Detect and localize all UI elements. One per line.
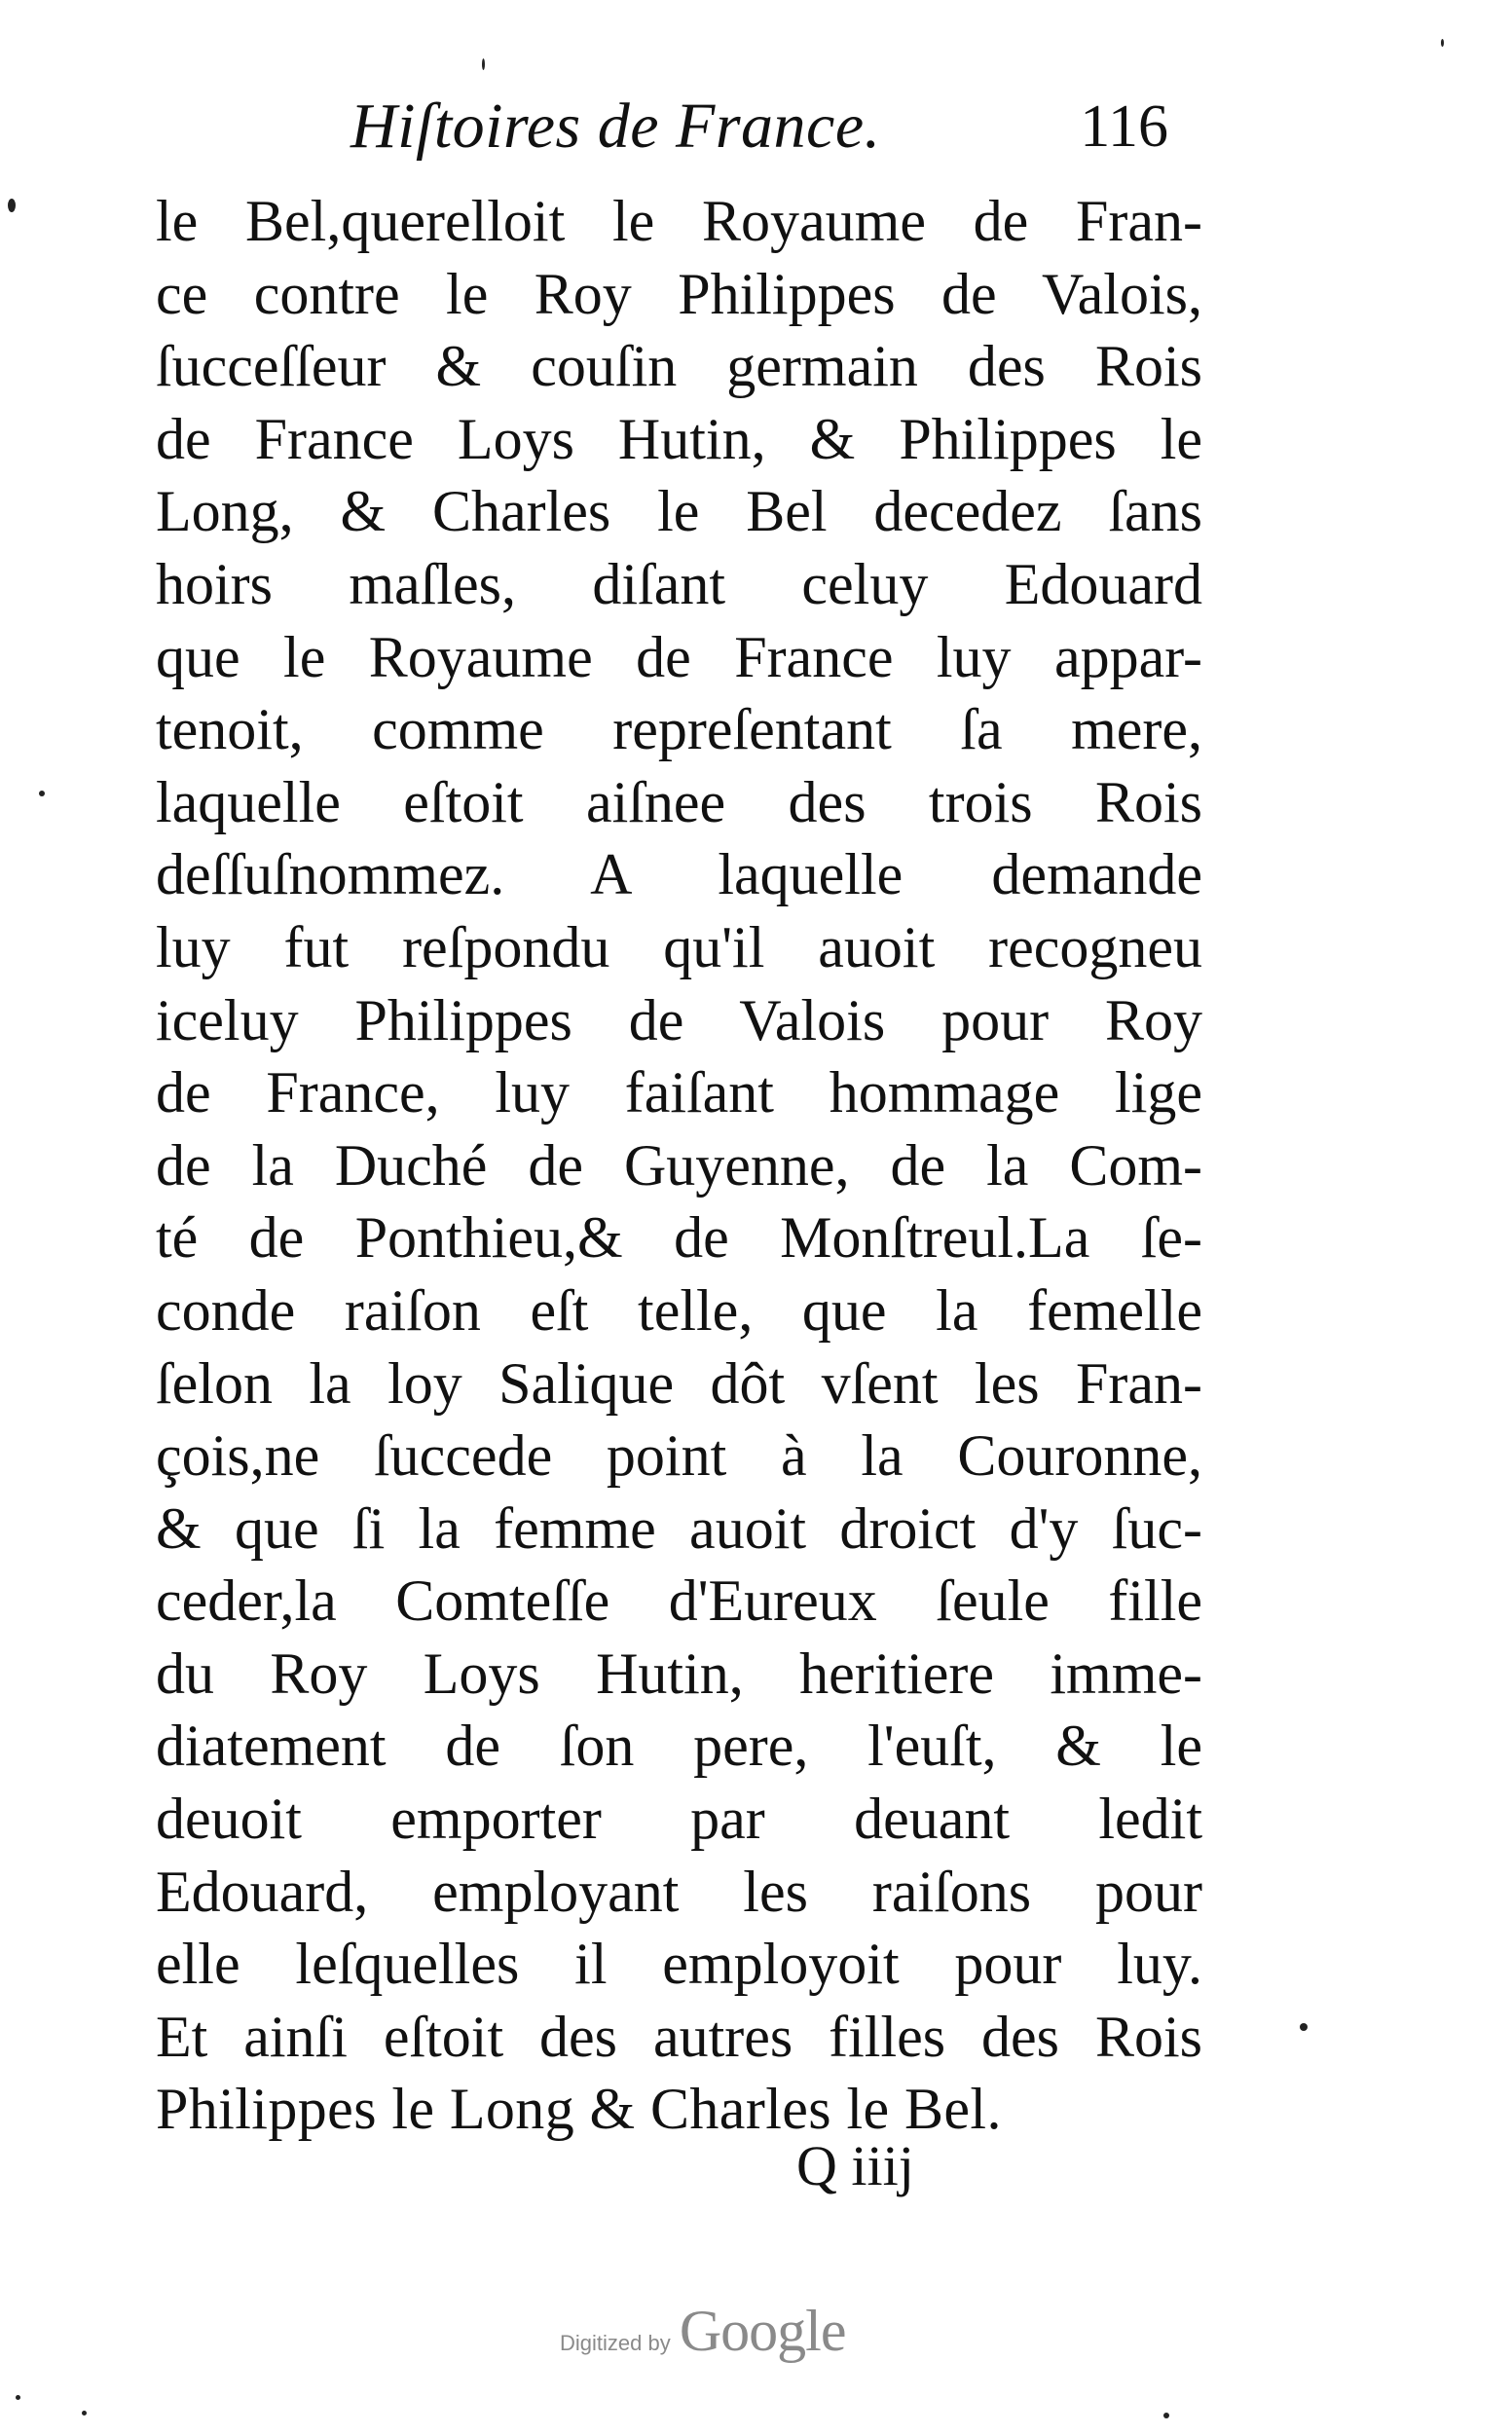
page-number: 116	[1080, 93, 1168, 160]
scan-speck	[82, 2411, 87, 2416]
text-line: le Bel,querelloit le Royaume de Fran-	[156, 189, 1202, 253]
text-line: luy fut reſpondu qu'il auoit recogneu	[156, 914, 1202, 979]
scan-speck	[16, 2395, 20, 2400]
text-line: Philippes le Long & Charles le Bel.	[156, 2077, 1002, 2142]
watermark-prefix: Digitized by	[560, 2331, 671, 2355]
text-line: du Roy Loys Hutin, heritiere imme-	[156, 1641, 1202, 1706]
scan-speck	[1441, 39, 1444, 47]
running-title: Hiſtoires de France.	[350, 91, 881, 162]
text-line: Et ainſi eſtoit des autres filles des Rois	[156, 2004, 1202, 2069]
text-line: de France, luy faiſant hommage lige	[156, 1060, 1202, 1125]
scan-speck	[1300, 2023, 1308, 2031]
text-line: deuoit emporter par deuant ledit	[156, 1787, 1202, 1852]
text-line: çois,ne ſuccede point à la Couronne,	[156, 1423, 1202, 1489]
google-logo: Google	[679, 2299, 846, 2363]
body-text	[156, 185, 1202, 2146]
signature-mark: Q iiij	[796, 2134, 914, 2197]
text-line: tenoit, comme repreſentant ſa mere,	[156, 697, 1202, 762]
text-line: Long, & Charles le Bel decedez ſans	[156, 479, 1202, 544]
text-line: Edouard, employant les raiſons pour	[156, 1859, 1202, 1924]
text-line: ſucceſſeur & couſin germain des Rois	[156, 334, 1202, 399]
text-line: & que ſi la femme auoit droict d'y ſuc-	[156, 1495, 1202, 1561]
text-line: de la Duché de Guyenne, de la Com-	[156, 1132, 1202, 1198]
text-line: diatement de ſon pere, l'euſt, & le	[156, 1714, 1202, 1779]
text-line: ce contre le Roy Philippes de Valois,	[156, 261, 1202, 326]
text-line: hoirs maſles, diſant celuy Edouard	[156, 551, 1202, 616]
text-line: ſelon la loy Salique dôt vſent les Fran-	[156, 1350, 1202, 1416]
text-line: conde raiſon eſt telle, que la femelle	[156, 1277, 1202, 1343]
scan-speck	[39, 791, 45, 796]
scan-speck	[8, 199, 16, 212]
text-line: ceder,la Comteſſe d'Eureux ſeule fille	[156, 1568, 1202, 1634]
text-line: té de Ponthieu,& de Monſtreul.La ſe-	[156, 1205, 1202, 1271]
scan-speck	[482, 58, 485, 70]
text-line: laquelle eſtoit aiſnee des trois Rois	[156, 769, 1202, 834]
digitized-watermark	[560, 2298, 845, 2366]
text-line: deſſuſnommez. A laquelle demande	[156, 842, 1202, 907]
text-line: iceluy Philippes de Valois pour Roy	[156, 987, 1202, 1052]
text-line: que le Royaume de France luy appar-	[156, 624, 1202, 689]
text-line: de France Loys Hutin, & Philippes le	[156, 406, 1202, 471]
running-head	[350, 88, 1188, 166]
scan-speck	[1163, 2413, 1169, 2418]
text-line: elle leſquelles il employoit pour luy.	[156, 1932, 1202, 1997]
